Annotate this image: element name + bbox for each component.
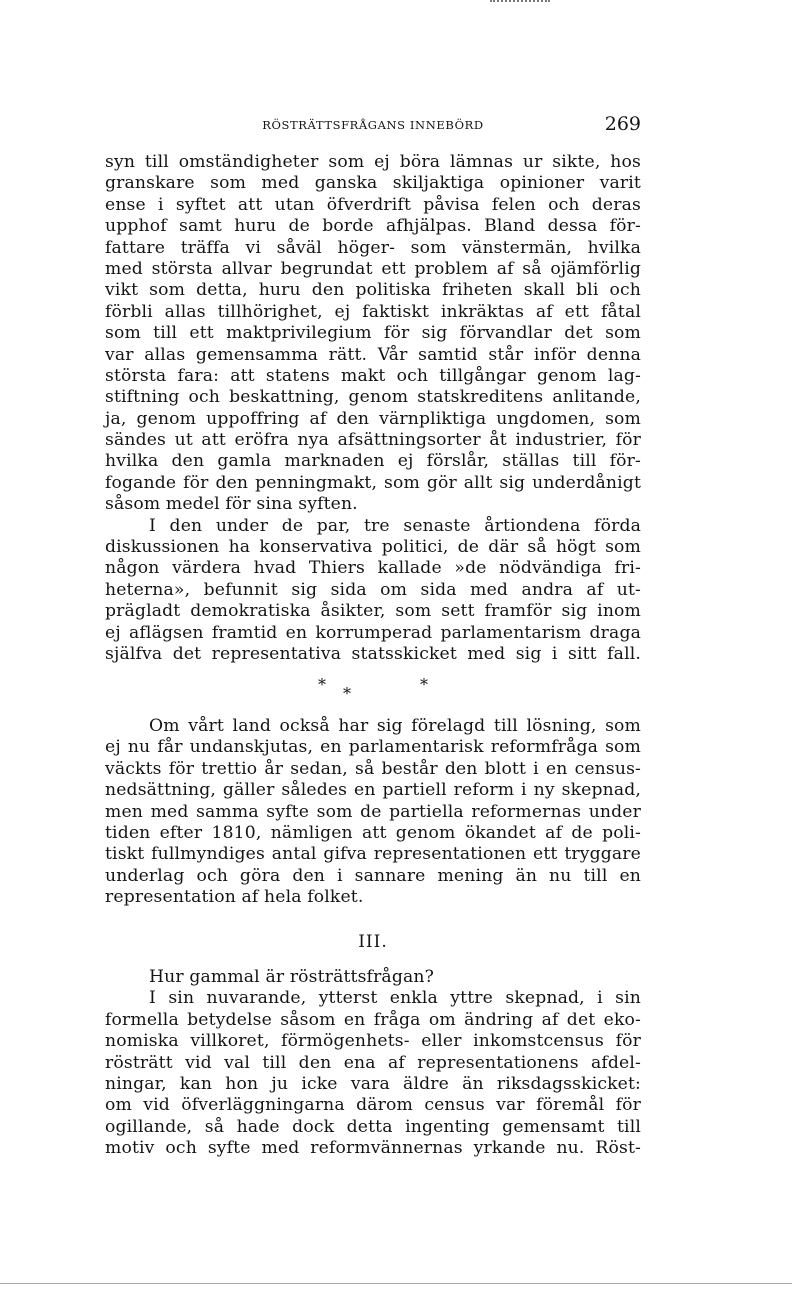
section-heading: III. <box>358 932 388 952</box>
text-line: nomiska villkoret, förmögenhets- eller inkomstcensus för <box>105 1031 641 1052</box>
text-line: sändes ut att eröfra nya afsättningsorter åt industrier, för <box>105 430 641 451</box>
page-number: 269 <box>604 113 641 135</box>
text-line: hvilka den gamla marknaden ej förslår, ställas till för- <box>105 451 641 472</box>
text-line: I den under de par, tre senaste årtiondena förda <box>149 515 641 536</box>
text-line: formella betydelse såsom en fråga om ändring af det eko- <box>105 1009 641 1030</box>
text-line: ej aflägsen framtid en korrumperad parlamentarism draga <box>105 622 641 643</box>
text-line: diskussionen ha konservativa politici, de där så högt som <box>105 537 641 558</box>
text-line: prägladt demokratiska åsikter, som sett framför sig inom <box>105 601 641 622</box>
text-line: någon värdera hvad Thiers kallade »de nödvändiga fri- <box>105 558 641 579</box>
text-line: stiftning och beskattning, genom statskreditens anlitande, <box>105 387 641 408</box>
text-line: med största allvar begrundat ett problem af så ojämförlig <box>105 258 641 279</box>
text-line: största fara: att statens makt och tillgångar genom lag- <box>105 365 641 386</box>
asterism-star: * <box>318 675 326 694</box>
text-line: fogande för den penningmakt, som gör allt sig underdånigt <box>105 472 641 493</box>
asterism-star: * <box>343 684 351 703</box>
body-text-block-2 <box>105 716 641 909</box>
text-line: om vid öfverläggningarna därom census var föremål för <box>105 1095 641 1116</box>
text-line: underlag och göra den i sannare mening än nu till en <box>105 865 641 886</box>
running-head <box>105 113 641 138</box>
text-line: tiskt fullmyndiges antal gifva representationen ett tryggare <box>105 844 641 865</box>
text-line: var allas gemensamma rätt. Vår samtid står inför denna <box>105 344 641 365</box>
text-line: ningar, kan hon ju icke vara äldre än riksdagsskicket: <box>105 1073 641 1094</box>
text-line: I sin nuvarande, ytterst enkla yttre skepnad, i sin <box>149 988 641 1009</box>
text-line: ja, genom uppoffring af den värnpliktiga ungdomen, som <box>105 408 641 429</box>
scan-bottom-edge <box>0 1283 792 1284</box>
scan-edge-marks <box>490 0 550 5</box>
asterism-star: * <box>420 675 428 694</box>
text-line: nedsättning, gäller således en partiell reform i ny skepnad, <box>105 780 641 801</box>
text-line: ense i syftet att utan öfverdrift påvisa felen och deras <box>105 194 641 215</box>
text-line: granskare som med ganska skiljaktiga opinioner varit <box>105 173 641 194</box>
text-line: som till ett maktprivilegium för sig förvandlar det som <box>105 323 641 344</box>
text-line: men med samma syfte som de partiella reformernas under <box>105 801 641 822</box>
text-line: förbli allas tillhörighet, ej faktiskt inkräktas af ett fåtal <box>105 301 641 322</box>
text-line: upphof samt huru de borde afhjälpas. Bland dessa för- <box>105 216 641 237</box>
text-line: motiv och syfte med reformvännernas yrkande nu. Röst- <box>105 1138 641 1159</box>
text-line: tiden efter 1810, nämligen att genom ökandet af de poli- <box>105 822 641 843</box>
text-line: heterna», befunnit sig sida om sida med andra af ut- <box>105 579 641 600</box>
text-line: rösträtt vid val till den ena af representationens afdel- <box>105 1052 641 1073</box>
text-line: ogillande, så hade dock detta ingenting gemensamt till <box>105 1116 641 1137</box>
text-line: väckts för trettio år sedan, så består den blott i en census- <box>105 758 641 779</box>
text-line: representation af hela folket. <box>105 887 364 908</box>
text-line: ej nu får undanskjutas, en parlamentarisk reformfråga som <box>105 737 641 758</box>
body-text-block-3 <box>105 967 641 1160</box>
text-line: syn till omständigheter som ej böra lämnas ur sikte, hos <box>105 152 641 172</box>
body-text-block-1 <box>105 152 641 665</box>
text-line: såsom medel för sina syften. <box>105 494 358 515</box>
running-title: RÖSTRÄTTSFRÅGANS INNEBÖRD <box>262 118 484 132</box>
text-line: Om vårt land också har sig förelagd till lösning, som <box>149 716 641 736</box>
text-line: själfva det representativa statsskicket med sig i sitt fall. <box>105 643 641 664</box>
text-line: fattare träffa vi såväl höger- som vänstermän, hvilka <box>105 237 641 258</box>
section-question: Hur gammal är rösträttsfrågan? <box>149 967 434 987</box>
text-line: vikt som detta, huru den politiska friheten skall bli och <box>105 280 641 301</box>
